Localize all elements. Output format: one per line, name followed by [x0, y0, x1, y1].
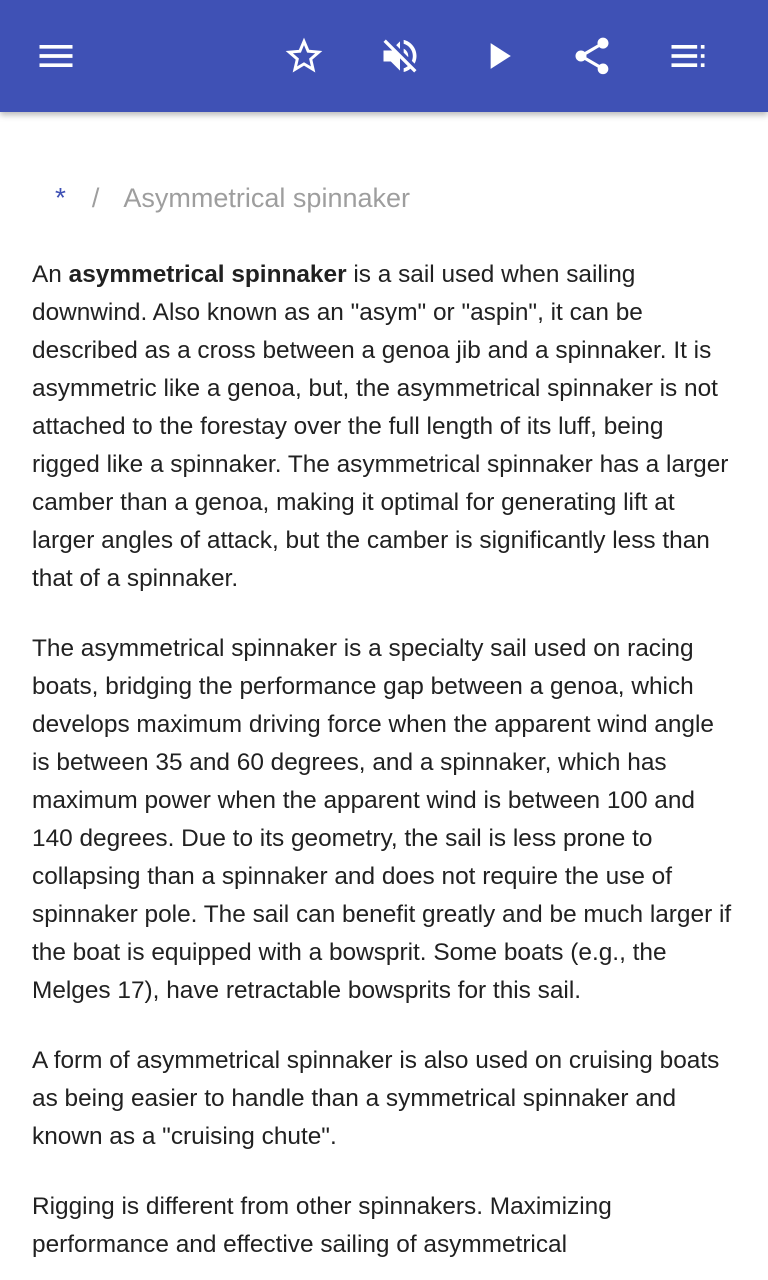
breadcrumb-separator: / [91, 183, 100, 213]
paragraph-2: The asymmetrical spinnaker is a specialty sail used on racing boats, bridging the performance gap between a genoa, which develops maximum driving force when the apparent wind angle is between 35 and 60 degrees, and a spinnaker, which has maximum power when the apparent wind is between 100 and 140 degrees. Due to its geometry, the sail is less prone to collapsing than a spinnaker and does not require the use of spinnaker pole. The sail can benefit greatly and be much larger if the boat is equipped with a bowsprit. Some boats (e.g., the Melges 17), have retractable bowsprits for this sail. [32, 635, 732, 1004]
play-icon [476, 34, 520, 78]
mute-button[interactable] [372, 28, 428, 84]
paragraph-3: A form of asymmetrical spinnaker is also used on cruising boats as being easier to handle than a symmetrical spinnaker and known as a "cruising chute". [32, 1047, 720, 1150]
star-outline-icon [282, 34, 326, 78]
favorite-button[interactable] [276, 28, 332, 84]
paragraph-1 [32, 256, 736, 598]
menu-icon [34, 34, 78, 78]
article-subject: asymmetrical spinnaker [68, 261, 347, 288]
share-icon [570, 34, 614, 78]
breadcrumb-root-link[interactable]: * [55, 182, 66, 213]
volume-off-icon [378, 34, 422, 78]
share-button[interactable] [564, 28, 620, 84]
table-of-contents-button[interactable] [660, 28, 716, 84]
paragraph-1-rest: is a sail used when sailing downwind. Also known as an "asym" or "aspin", it can be described as a cross between a genoa jib and a spinnaker. It is asymmetric like a genoa, but, the asymmetrical spinnaker is not attached to the forestay over the full length of its luff, being rigged like a spinnaker. The asymmetrical spinnaker has a larger camber than a genoa, making it optimal for generating lift at larger angles of attack, but the camber is significantly less than that of a spinnaker. [32, 261, 729, 592]
paragraph-1-lead: An [32, 261, 69, 288]
play-button[interactable] [470, 28, 526, 84]
app-toolbar [0, 0, 768, 112]
playlist-icon [666, 34, 710, 78]
article-body [32, 256, 736, 1280]
breadcrumb-current: Asymmetrical spinnaker [123, 183, 411, 213]
menu-button[interactable] [28, 28, 84, 84]
article-content [0, 112, 768, 1280]
breadcrumb [55, 182, 410, 214]
paragraph-4: Rigging is different from other spinnakers. Maximizing performance and effective sailing of asymmetrical [32, 1193, 612, 1258]
